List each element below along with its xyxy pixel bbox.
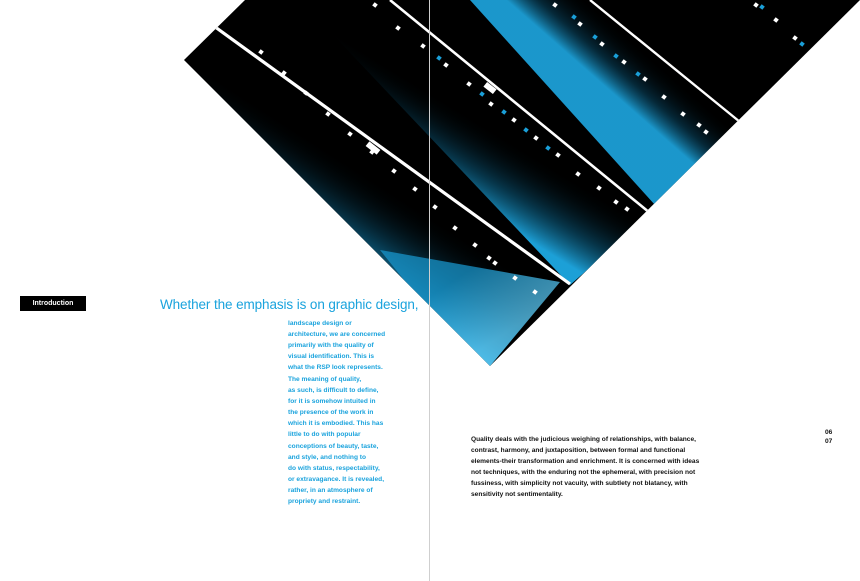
page-number-right: 07 [825, 438, 833, 445]
lead-paragraph-1 [288, 318, 385, 373]
text-line: as such, is difficult to define, [288, 387, 379, 395]
text-line: which it is embodied. This has [288, 420, 384, 428]
gutter-line [429, 0, 430, 581]
text-line: what the RSP look represents. [288, 364, 383, 372]
text-line: Quality deals with the judicious weighing of relationships, with balance, [471, 436, 696, 443]
text-line: The meaning of quality, [288, 376, 362, 383]
text-line: the presence of the work in [288, 409, 374, 417]
text-line: sensitivity not sentimentality. [471, 491, 563, 499]
text-line: contrast, harmony, and juxtaposition, between formal and functional [471, 447, 686, 455]
text-line: little to do with popular [288, 431, 361, 439]
text-line: rather, in an atmosphere of [288, 486, 373, 494]
page-numbers [825, 428, 832, 446]
text-line: architecture, we are concerned [288, 331, 386, 339]
text-line: fussiness, with simplicity not vacuity, with subtlety not blatancy, with [471, 480, 688, 488]
section-label: Introduction [20, 296, 86, 311]
text-line: do with status, respectability, [288, 464, 380, 472]
text-line: visual identification. This is [288, 353, 375, 361]
text-line: landscape design or [288, 320, 352, 327]
headline: Whether the emphasis is on graphic design, [160, 297, 419, 312]
text-line: for it is somehow intuited in [288, 398, 376, 406]
text-line: primarily with the quality of [288, 342, 374, 350]
text-line: and style, and nothing to [288, 453, 367, 461]
text-line: elements-their transformation and enrichment. It is concerned with ideas [471, 458, 700, 466]
text-line: or extravagance. It is revealed, [288, 475, 385, 483]
text-line: propriety and restraint. [288, 498, 361, 506]
lead-paragraph-2 [288, 374, 384, 507]
text-line: not techniques, with the enduring not the ephemeral, with precision not [471, 469, 696, 477]
page-number-left: 06 [825, 429, 833, 436]
body-paragraph [471, 434, 699, 501]
text-line: conceptions of beauty, taste, [288, 442, 379, 450]
